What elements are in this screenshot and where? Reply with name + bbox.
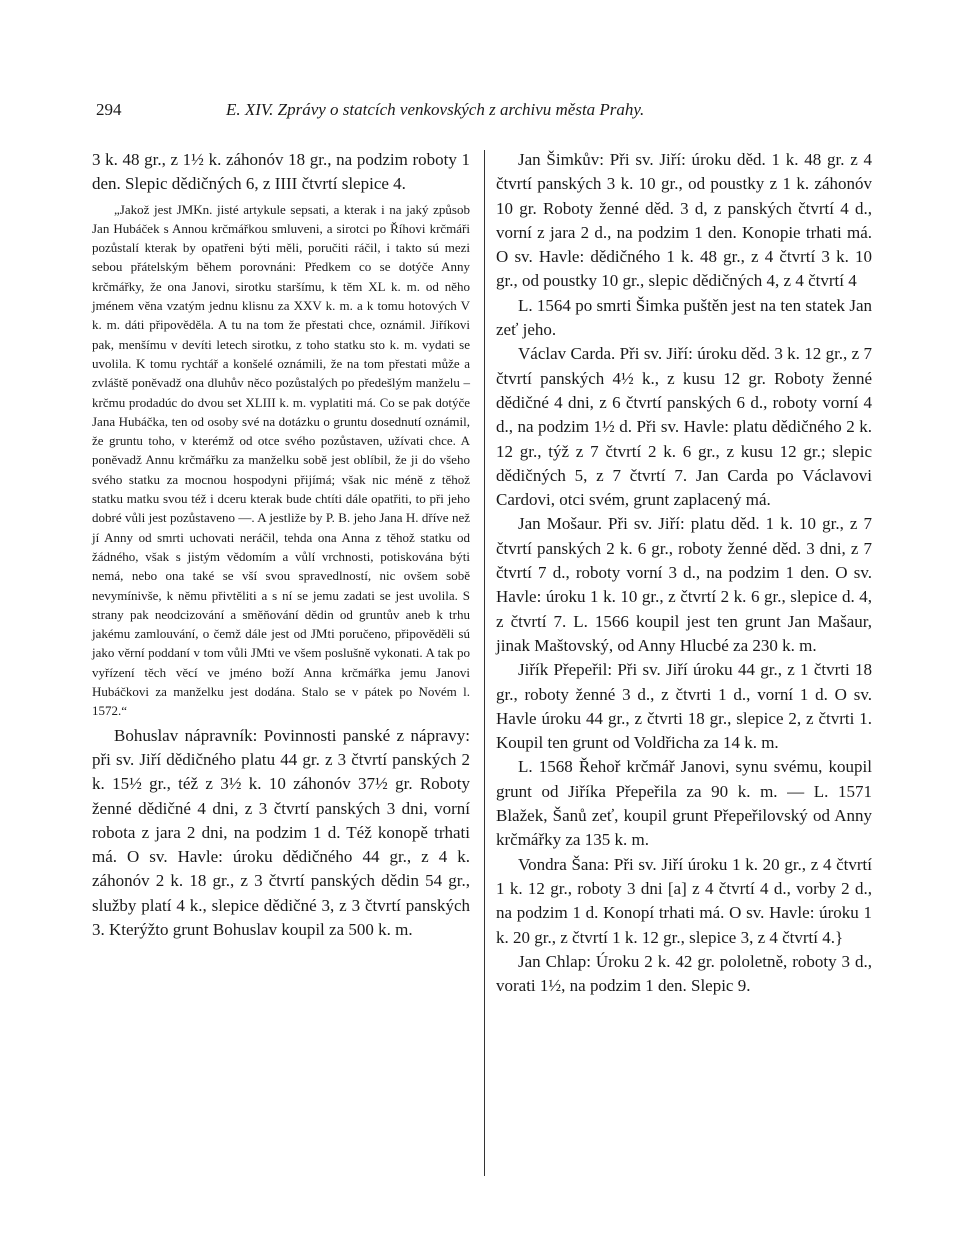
right-paragraph-5: Jiřík Přepeřil: Při sv. Jiří úroku 44 gr., z 1 čtvrti 18 gr., roboty ženné 3 d., z čtvrti 1 d., vorní 1 d. O sv. Havle úroku 44 gr., z čtvrti 18 gr., slepice 2, z čtvrti 1. Koupil ten grunt od Voldřicha za 14 k. m. xyxy=(496,660,872,753)
left-paragraph-3: Bohuslav nápravník: Povinnosti panské z nápravy: při sv. Jiří dědičného platu 44 gr. z 3 čtvrtí panských 2 k. 15½ gr., též z 3½ k. 10 záhonóv 37½ gr. Roboty ženné dědičné 4 dni, z 3 čtvrtí panských 3 dni, vorní robota z jara 2 dni, na podzim 1 d. Též konopě trhati má. O sv. Havle: úroku dědičného 44 gr., z 4 k. záhonóv 2 k. 18 gr., z 3 čtvrtí panských dědin 54 gr., služby platí 4 k., slepice dědičné 3, z 3 čtvrtí panských 3. Kterýžto grunt Bohuslav koupil za 500 k. m. xyxy=(92,725,470,939)
right-paragraph-7: Vondra Šana: Při sv. Jiří úroku 1 k. 20 gr., z 4 čtvrtí 1 k. 12 gr., roboty 3 dni [a] z 4 čtvrtí 4 d., vorby 2 d., na podzim 1 d. Konopí trhati má. O sv. Havle: úroku 1 k. 20 gr., z čtvrtí 1 k. 12 gr., slepice 3, z 4 čtvrtí 4.} xyxy=(496,854,872,947)
page-number: 294 xyxy=(96,100,122,119)
right-paragraph-1: Jan Šimkův: Při sv. Jiří: úroku děd. 1 k. 48 gr. z 4 čtvrtí panských 3 k. 10 gr., od poustky z 1 k. záhonóv 10 gr. Roboty ženné děd. 3 d, z panských čtvrtí 4 d., vorní z jara 2 d., na podzim 1 den. Konopie trhati má. O sv. Havle: dědičného 1 k. 48 gr., z 4 čtvrtí 3 k. 10 gr., od poustky 10 gr., slepic dědičných 4, z 4 čtvrtí 4 xyxy=(496,150,872,291)
right-column xyxy=(496,148,872,998)
running-title: E. XIV. Zprávy o statcích venkovských z archivu města Prahy. xyxy=(226,100,645,119)
right-paragraph-2: L. 1564 po smrti Šimka puštěn jest na ten statek Jan zeť jeho. xyxy=(496,295,872,340)
column-divider xyxy=(484,150,485,1176)
right-paragraph-4: Jan Mošaur. Při sv. Jiří: platu děd. 1 k. 10 gr., z 7 čtvrtí panských 2 k. 6 gr., roboty ženné děd. 3 dni, z 7 čtvrtí 7 d., roboty vorní 3 d., na podzim 1 den. O sv. Havle: úroku 1 k. 10 gr., z čtvrtí 2 k. 6 gr., slepice d. 4, z čtvrtí 7. L. 1566 koupil jest ten grunt Jan Mašaur, jinak Maštovský, od Anny Hlucbé za 230 k. m. xyxy=(496,514,872,655)
page-header xyxy=(96,100,876,130)
right-paragraph-8: Jan Chlap: Úroku 2 k. 42 gr. pololetně, roboty 3 d., vorati 1½, na podzim 1 den. Slepic 9. xyxy=(496,951,872,996)
right-paragraph-3: Václav Carda. Při sv. Jiří: úroku děd. 3 k. 12 gr., z 7 čtvrtí panských 4½ k., z kusu 12 gr. Roboty ženné dědičné 4 dni, z 6 čtvrtí panských 6 d., roboty vorní 4 d., na podzim 1½ d. Při sv. Havle: platu dědičného 2 k. 12 gr., týž z 7 čtvrtí 2 k. 6 gr., z kusu 12 gr.; slepic dědičných 5, z 7 čtvrtí 7. Jan Carda po Václavovi Cardovi, otci svém, grunt zaplacený má. xyxy=(496,344,872,510)
left-paragraph-2: „Jakož jest JMKn. jisté artykule sepsati, a kterak i na jaký způsob Jan Hubáček s Annou krčmářkou smluveni, a sirotci po Říhovi krčmáři pozůstalí kterak by opatřeni býti měli, poručiti ráčil, i takto sú mezi sebou přátelským během porovnáni: Předkem co se dotýče Anny krčmářky, že ona Janovi, sirotku staršímu, k těm XL k. m. od něho jménem věna vzatým jednu klisnu za XXV k. m. a k tomu hotových V k. m. dáti připověděla. A tu na tom že přestati chce, oznámil. Jiříkovi pak, menšímu v devíti letech sirotku, z toho statku sto k. m. vydati se uvolila. K tomu rychtář a konšelé oznámili, že na tom přestati může a zvláště poněvadž ona dluhův něco pozůstalých po předešlým manželu – krčmu prodadúc do dvou set XLIII k. m. vyplatiti má. Co se pak dotýče Jana Hubáčka, ten od osoby své na dotázku o gruntu dosednutí oznámil, že gruntu toho, v kterémž od otce svého pozůstaven, užívati chce. A poněvadž Annu krčmářku za manželku sobě jest oblíbil, že ji do všeho svého statku za mocnou hospodyni přijímá; však nic méně z těhož statku matku svou též i dceru kterak bude chtíti dále opatřiti, to při jeho dobré vůli jest pozůstaveno —. A jestliže by P. B. jeho Jana H. dříve než jí Anny od smrti uchovati neráčil, tehda ona Anna z těhož statku od žádného, však s jistým vědomím a vůlí vrchnosti, potiskována býti nemá, nebo ona také se vší svou spravedlností, nic ovšem sobě nevymínivše, k němu přivtěliti a s ní se jemu zadati se jest uvolila. S strany pak neodcizování a směňování dědin od gruntův aneb k trhu jakému zamlouvání, o čemž dále jest od JMti poručeno, připověděli sú jako věrní poddaní v tom vůli JMti ve všem poslušně vykonati. A tak po vyřízení těch věcí ve jméno boží Anna krčmářka jemu Janovi Hubáčkovi za manželku jest dodána. Stalo se v pátek po Novém l. 1572.“ xyxy=(92,201,470,719)
left-paragraph-1: 3 k. 48 gr., z 1½ k. záhonóv 18 gr., na podzim roboty 1 den. Slepic dědičných 6, z IIII čtvrtí slepice 4. xyxy=(92,150,470,194)
right-paragraph-6: L. 1568 Řehoř krčmář Janovi, synu svému, koupil grunt od Jiříka Přepeřila za 90 k. m. — L. 1571 Blažek, Šanů zeť, koupil grunt Přepeřilovský od Anny krčmářky za 135 k. m. xyxy=(496,757,872,850)
left-column xyxy=(92,148,470,942)
